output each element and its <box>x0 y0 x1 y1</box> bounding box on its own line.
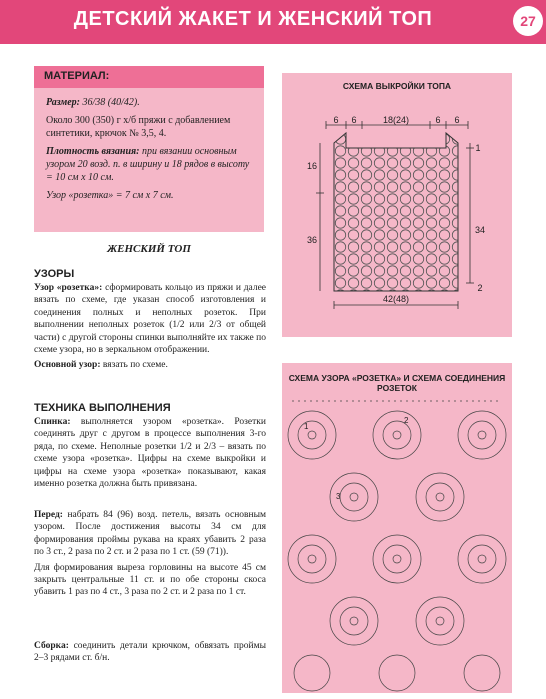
materials-body <box>46 96 256 207</box>
pattern-schema-drawing <box>282 73 512 337</box>
density-label: Плотность вязания: <box>46 146 140 157</box>
materials-heading-bar <box>34 66 264 88</box>
section-title: ЖЕНСКИЙ ТОП <box>107 243 191 255</box>
dim-right-upper: 1 <box>475 143 481 153</box>
main-pattern-label: Основной узор: <box>34 360 101 371</box>
dim-top-2: 6 <box>351 115 357 125</box>
back-label: Спинка: <box>34 417 71 427</box>
dim-right-lower: 34 <box>474 225 486 235</box>
patterns-heading: УЗОРЫ <box>34 268 75 280</box>
rosette-schema-title: СХЕМА УЗОРА «РОЗЕТКА» И СХЕМА СОЕДИНЕНИЯ РОЗЕТОК <box>288 373 506 393</box>
materials-box <box>34 66 264 232</box>
rosette-label-3: 3 <box>336 492 341 501</box>
dim-left-upper: 16 <box>306 161 318 171</box>
front-text: набрать 84 (96) возд. петель, вязать основным узором. После достижения высоты 34 см для формирования проймы рукава на краях убавить 2 раза по 3 ст., 2 раза по 2 ст. и 2 раза по 1 ст. (59 (71)). <box>34 510 266 558</box>
page-number: 27 <box>513 6 543 36</box>
technique-heading: ТЕХНИКА ВЫПОЛНЕНИЯ <box>34 402 171 414</box>
rosette-label-2: 2 <box>404 416 409 425</box>
dim-bottom: 42(48) <box>382 294 410 304</box>
main-pattern-text: вязать по схеме. <box>102 360 168 371</box>
pattern-schema-title: СХЕМА ВЫКРОЙКИ ТОПА <box>342 81 452 91</box>
rosette-label-1: 1 <box>304 422 309 431</box>
dim-left-lower: 36 <box>306 235 318 245</box>
assembly-text: соединить детали крючком, обвязать проймы 2–3 рядами ст. б/н. <box>34 641 266 664</box>
dim-top-1: 6 <box>333 115 339 125</box>
back-text-block <box>34 416 266 493</box>
patterns-text <box>34 282 266 375</box>
rosette-schema-box <box>282 363 512 693</box>
yarn-text: Около 300 (350) г х/б пряжи с добавлением синтетики, крючок № 3,5, 4. <box>46 115 231 139</box>
dim-right-bottom: 2 <box>477 283 483 293</box>
page-title: ДЕТСКИЙ ЖАКЕТ И ЖЕНСКИЙ ТОП <box>73 8 433 30</box>
neck-text: Для формирования выреза горловины на высоте 45 см закрыть центральные 11 ст. и по обе стороны скоса убавить 1 раз по 4 ст., 3 раза по 2 ст. и 2 раза по 1 ст. <box>34 562 266 598</box>
rosette-text: сформировать кольцо из пряжи и далее вязать по схеме, где указан способ изготовления и соединения полных и неполных розеток. При выполнении неполных розеток (1/2 или 2/3 от общей части) с другой стороны спинки выполняйте их также по схеме узора, но в зеркальном отображении. <box>34 283 267 356</box>
front-text-block <box>34 509 266 602</box>
rosette-schema-drawing <box>282 363 512 693</box>
page-header <box>0 0 546 44</box>
dim-top-5: 6 <box>454 115 460 125</box>
density-text: при вязании основным узором 20 возд. п. в ширину и 18 рядов в высоту = 10 см х 10 см. <box>46 146 250 183</box>
front-label: Перед: <box>34 510 63 520</box>
rosette-size-text: Узор «розетка» = 7 см х 7 см. <box>46 190 174 201</box>
pattern-schema-box <box>282 73 512 337</box>
size-value: 36/38 (40/42). <box>82 97 140 108</box>
back-text: выполняется узором «розетка». Розетки соединять друг с другом в процессе выполнения 3-го ряда, по схеме. Неполные розетки 1/2 и 2/3 – вязать по схеме узора «розетка». Цифры на схеме выкройки и цифры на схеме узора «розетка» показывают, какая именно розетка должна быть привязана. <box>34 417 267 490</box>
assembly-label: Сборка: <box>34 641 69 651</box>
size-label: Размер: <box>46 97 80 108</box>
dim-top-3: 18(24) <box>382 115 410 125</box>
rosette-label: Узор «розетка»: <box>34 283 103 293</box>
assembly-text-block <box>34 640 266 668</box>
dim-top-4: 6 <box>435 115 441 125</box>
materials-heading: МАТЕРИАЛ: <box>44 70 110 82</box>
